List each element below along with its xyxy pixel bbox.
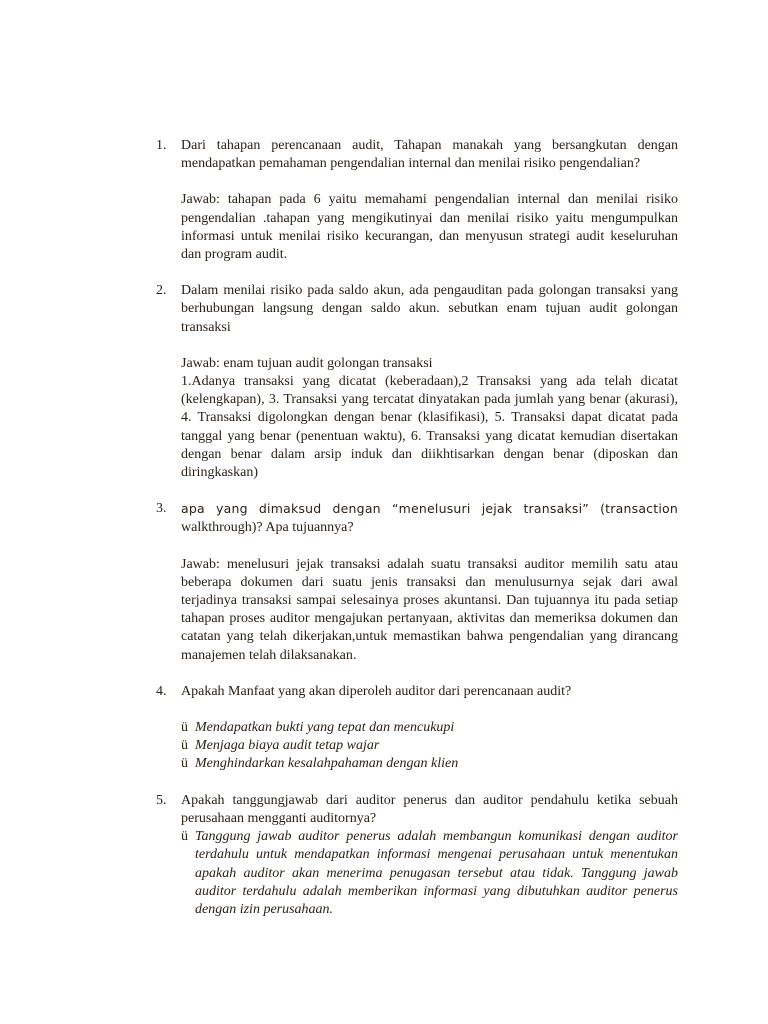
- check-bullet-icon: ü: [181, 738, 188, 754]
- question-text-line-1: [181, 500, 678, 519]
- benefit-text: Mendapatkan bukti yang tepat dan mencukupi: [195, 720, 455, 736]
- question-text: Dari tahapan perencanaan audit, Tahapan manakah yang bersangkutan dengan mendapatkan pemahaman pengendalian internal dan menilai risiko pengendalian?: [181, 138, 678, 172]
- item-number: 5.: [156, 792, 167, 808]
- benefit-text: Menghindarkan kesalahpahaman dengan klien: [195, 756, 459, 772]
- benefit-item: [181, 755, 678, 773]
- item-content: [181, 792, 678, 919]
- check-bullet-icon: ü: [181, 829, 188, 845]
- benefit-item: [181, 719, 678, 737]
- item-content: [181, 683, 678, 774]
- list-item-1: [156, 137, 678, 264]
- answer-text: Jawab: tahapan pada 6 yaitu memahami pengendalian internal dan menilai risiko pengendalian .tahapan yang mengikutinyai dan menilai risiko yaitu mengumpulkan informasi untuk menilai risiko kecurangan, dan menyusun strategi audit keseluruhan dan program audit.: [181, 192, 678, 263]
- item-content: [181, 500, 678, 665]
- list-item-5: [156, 792, 678, 919]
- item-number: 4.: [156, 683, 167, 699]
- answer-title: Jawab: enam tujuan audit golongan transaksi: [181, 355, 433, 371]
- benefit-item: [181, 737, 678, 755]
- question-text: Dalam menilai risiko pada saldo akun, ada pengauditan pada golongan transaksi yang berhubungan langsung dengan saldo akun. sebutkan enam tujuan audit golongan transaksi: [181, 283, 678, 335]
- item-number: 2.: [156, 283, 167, 299]
- list-item-2: [156, 282, 678, 482]
- check-bullet-icon: ü: [181, 756, 188, 772]
- item-content: [181, 137, 678, 264]
- benefit-text: Menjaga biaya audit tetap wajar: [195, 738, 380, 754]
- list-item-3: [156, 500, 678, 665]
- check-bullet-icon: ü: [181, 720, 188, 736]
- answer-text: Jawab: menelusuri jejak transaksi adalah suatu transaksi auditor memilih satu atau beberapa dokumen dari suatu jenis transaksi dan menulusurnya sejak dari awal terjadinya transaksi sampai selesainya proses akuntansi. Dan tujuannya itu pada setiap tahapan proses auditor mengajukan pertanyaan, aktivitas dan memeriksa dokumen dan catatan yang telah dikerjakan,untuk memastikan bahwa pengendalian yang dirancang manajemen telah dilaksanakan.: [181, 556, 678, 663]
- item-number: 1.: [156, 138, 167, 153]
- benefit-list: [181, 719, 678, 774]
- answer-text: Tanggung jawab auditor penerus adalah membangun komunikasi dengan auditor terdahulu untuk mendapatkan informasi mengenai perusahaan untuk menentukan apakah auditor akan menerima penugasan tersebut atau tidak. Tanggung jawab auditor terdahulu adalah memberikan informasi yang dibutuhkan auditor penerus dengan izin perusahaan.: [195, 829, 678, 917]
- answer-text: 1.Adanya transaksi yang dicatat (keberadaan),2 Transaksi yang ada telah dicatat (kelengkapan), 3. Transaksi yang tercatat dinyatakan pada jumlah yang benar (akurasi), 4. Transaksi digolongkan dengan benar (klasifikasi), 5. Transaksi dapat dicatat pada tanggal yang benar (penentuan waktu), 6. Transaksi yang dicatat kemudian disertakan dengan benar dalam arsip induk dan diikhtisarkan dengan benar (diposkan dan diringkaskan): [181, 374, 678, 481]
- list-item-4: [156, 683, 678, 774]
- question-text: Apakah tanggungjawab dari auditor penerus dan auditor pendahulu ketika sebuah perusahaan mengganti auditornya?: [181, 792, 678, 826]
- question-text: Apakah Manfaat yang akan diperoleh auditor dari perencanaan audit?: [181, 683, 572, 699]
- item-number: 3.: [156, 501, 167, 517]
- answer-bullet: [181, 828, 678, 919]
- question-text-line-2: walkthrough)? Apa tujuannya?: [181, 520, 354, 536]
- item-content: [181, 282, 678, 482]
- question-text-part-1: apa yang dimaksud dengan “menelusuri jejak transaksi” (transaction: [181, 501, 678, 517]
